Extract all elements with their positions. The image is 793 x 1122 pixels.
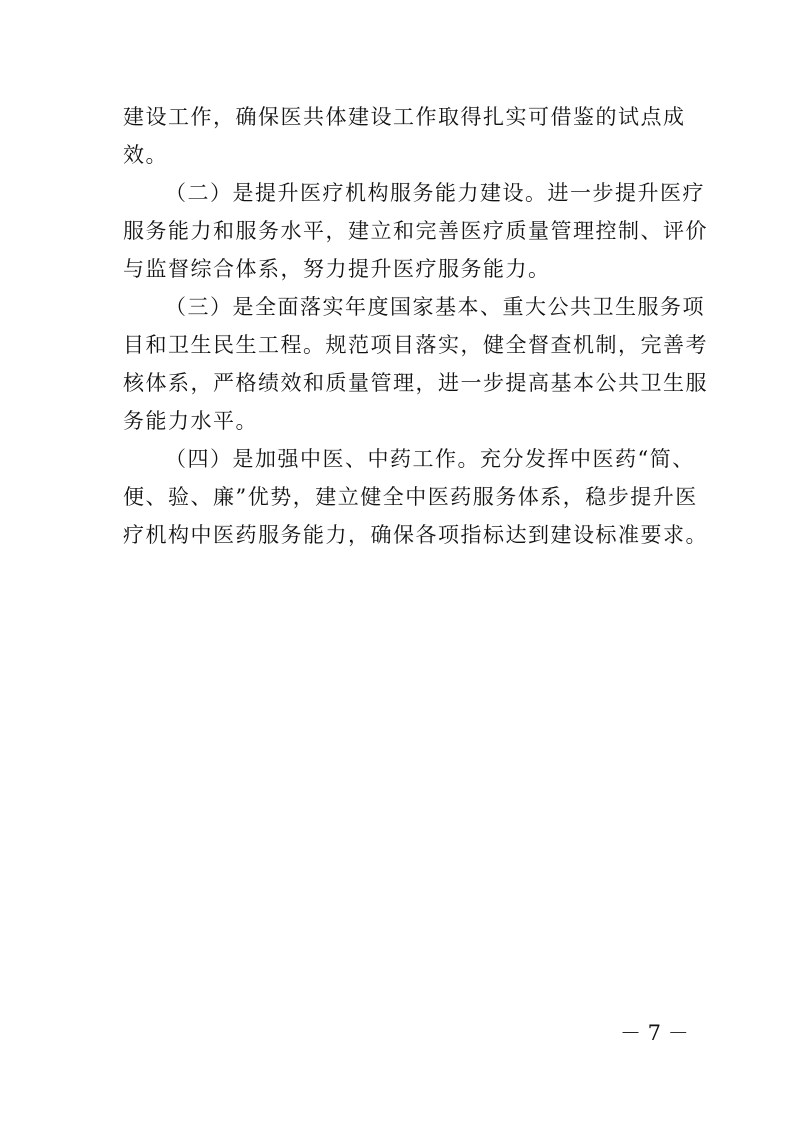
page-number: － 7 － — [620, 1021, 689, 1045]
text-line: 便、验、廉”优势，建立健全中医药服务体系，稳步提升医 — [123, 485, 698, 509]
text-line: （三）是全面落实年度国家基本、重大公共卫生服务项 — [165, 295, 705, 319]
paragraph-item-4 — [123, 440, 708, 554]
paragraph-item-3 — [123, 288, 708, 440]
text-line: 务能力水平。 — [123, 409, 258, 433]
text-line: 服务能力和服务水平，建立和完善医疗质量管理控制、评价 — [123, 219, 708, 243]
paragraph-item-2 — [123, 174, 708, 288]
text-line: 目和卫生民生工程。规范项目落实，健全督查机制，完善考 — [123, 333, 708, 357]
document-body — [123, 98, 708, 554]
text-line: （四）是加强中医、中药工作。充分发挥中医药“简、 — [165, 447, 695, 471]
paragraph-continuation — [123, 98, 686, 174]
text-line: 核体系，严格绩效和质量管理，进一步提高基本公共卫生服 — [123, 371, 708, 395]
text-line: 与监督综合体系，努力提升医疗服务能力。 — [123, 257, 551, 281]
text-line: 效。 — [123, 143, 168, 167]
text-line: （二）是提升医疗机构服务能力建设。进一步提升医疗 — [165, 181, 705, 205]
text-line: 建设工作，确保医共体建设工作取得扎实可借鉴的试点成 — [123, 105, 686, 129]
text-line: 疗机构中医药服务能力，确保各项指标达到建设标准要求。 — [123, 523, 708, 547]
